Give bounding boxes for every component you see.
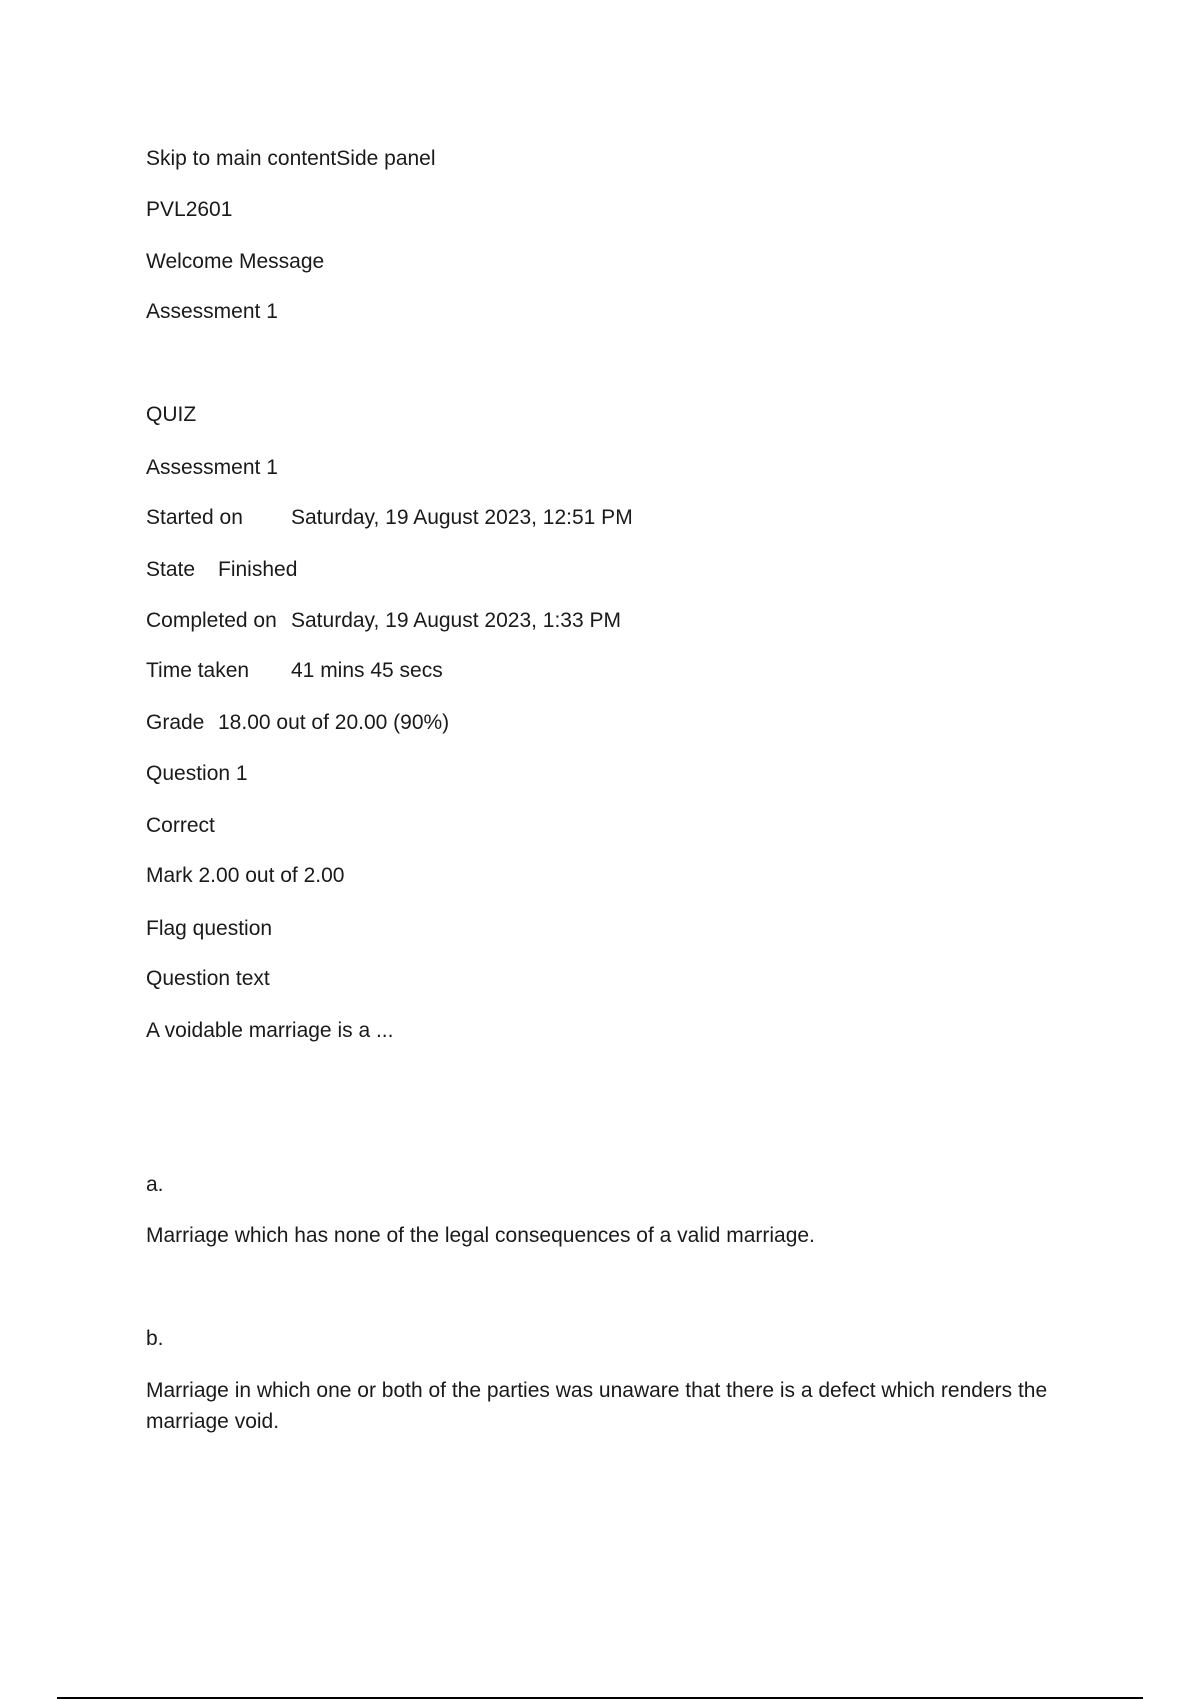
question-text: A voidable marriage is a ... [146,1019,394,1042]
welcome-message-link[interactable]: Welcome Message [146,250,325,273]
option-a-letter[interactable]: a. [146,1173,164,1196]
skip-to-main-content-link[interactable]: Skip to main content [146,147,337,170]
state-value: Finished [218,558,298,581]
question-mark: Mark 2.00 out of 2.00 [146,864,345,887]
option-b-text[interactable]: Marriage in which one or both of the parties was unaware that there is a defect which renders the marriage void. [146,1379,1048,1433]
started-on-value: Saturday, 19 August 2023, 12:51 PM [291,506,633,529]
time-taken-label: Time taken [146,659,250,682]
option-b-letter[interactable]: b. [146,1327,164,1350]
completed-on-row [146,608,621,634]
question-status: Correct [146,814,215,837]
assessment-nav-link[interactable]: Assessment 1 [146,300,278,323]
time-taken-row [146,658,443,684]
state-row [146,557,297,583]
question-number: Question 1 [146,762,248,785]
question-text-label: Question text [146,967,270,990]
time-taken-value: 41 mins 45 secs [291,659,443,682]
flag-question-button[interactable]: Flag question [146,917,273,940]
top-nav-links [146,146,436,172]
option-a-text[interactable]: Marriage which has none of the legal consequences of a valid marriage. [146,1224,815,1247]
quiz-type-label: QUIZ [146,403,197,426]
grade-label: Grade [146,711,205,734]
course-code-link[interactable]: PVL2601 [146,198,233,221]
started-on-row [146,505,633,531]
completed-on-label: Completed on [146,609,277,632]
page-bottom-divider [57,1697,1143,1699]
grade-row [146,710,449,736]
started-on-label: Started on [146,506,243,529]
side-panel-link[interactable]: Side panel [336,147,436,170]
quiz-title: Assessment 1 [146,456,278,479]
state-label: State [146,558,196,581]
completed-on-value: Saturday, 19 August 2023, 1:33 PM [291,609,622,632]
grade-value: 18.00 out of 20.00 (90%) [218,711,450,734]
